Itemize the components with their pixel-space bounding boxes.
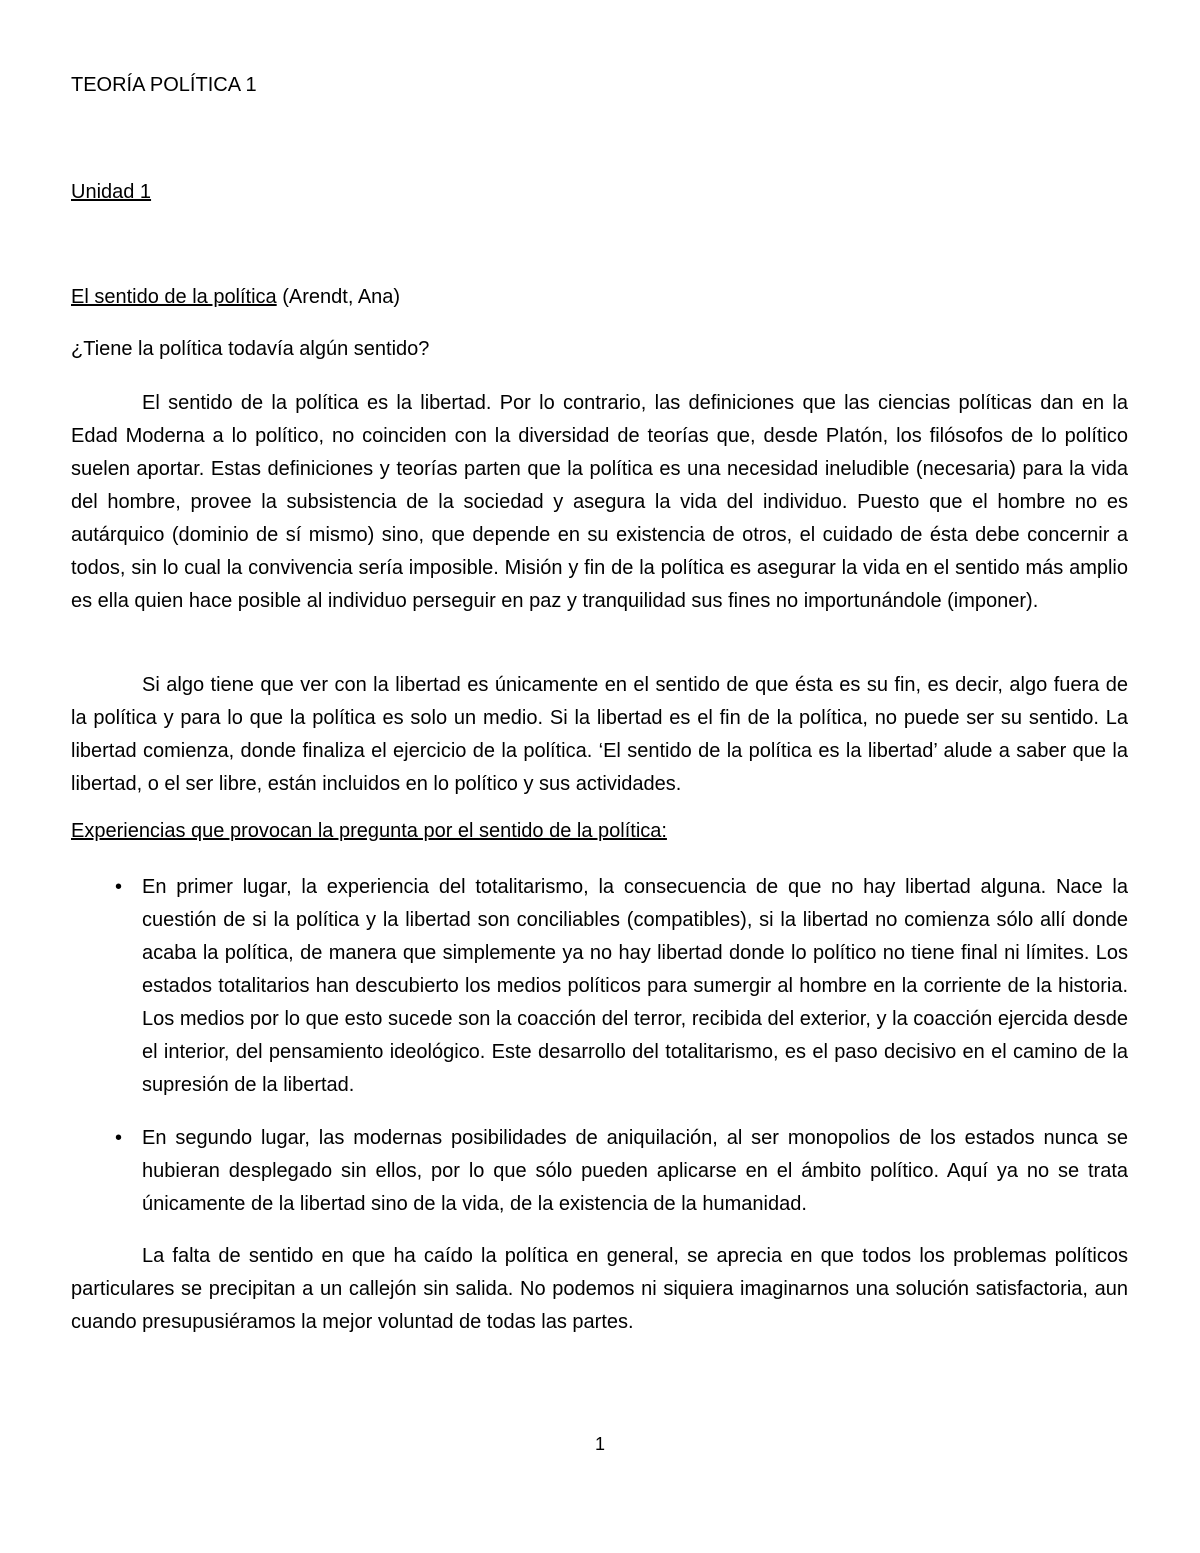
bullet-text: En primer lugar, la experiencia del totalitarismo, la consecuencia de que no hay libertad alguna. Nace la cuestión de si la política y la libertad son conciliables (compatibles), si la libertad no comienza sólo allí donde acaba la política, de manera que simplemente ya no hay libertad donde lo político no tiene final ni límites. Los estados totalitarios han descubierto los medios políticos para sumergir al hombre en la corriente de la historia. Los medios por lo que esto sucede son la coacción del terror, recibida del exterior, y la coacción ejercida desde el interior, del pensamiento ideológico. Este desarrollo del totalitarismo, es el paso decisivo en el camino de la supresión de la libertad. (142, 876, 1128, 1096)
bullet-item (71, 871, 1128, 1102)
bullet-icon: • (115, 1127, 123, 1149)
unit-title: Unidad 1 (71, 181, 152, 203)
section-title: El sentido de la política (71, 286, 277, 308)
bullet-item (71, 1122, 1128, 1221)
paragraph: El sentido de la política es la libertad. Por lo contrario, las definiciones que las ciencias políticas dan en la Edad Moderna a lo político, no coinciden con la diversidad de teorías que, desde Platón, los filósofos de lo político suelen aportar. Estas definiciones y teorías parten que la política es una necesidad ineludible (necesaria) para la vida del hombre, provee la subsistencia de la sociedad y asegura la vida del individuo. Puesto que el hombre no es autárquico (dominio de sí mismo) sino, que depende en su existencia de otros, el cuidado de ésta debe concernir a todos, sin lo cual la convivencia sería imposible. Misión y fin de la política es asegurar la vida en el sentido más amplio es ella quien hace posible al individuo perseguir en paz y tranquilidad sus fines no importunándole (imponer). (71, 392, 1128, 612)
section-heading (71, 286, 400, 309)
document-title: TEORÍA POLÍTICA 1 (71, 74, 257, 96)
bullet-list (71, 871, 1128, 1241)
paragraph: Si algo tiene que ver con la libertad es únicamente en el sentido de que ésta es su fin, es decir, algo fuera de la política y para lo que la política es solo un medio. Si la libertad es el fin de la política, no puede ser su sentido. La libertad comienza, donde finaliza el ejercicio de la política. ‘El sentido de la política es la libertad’ alude a saber que la libertad, o el ser libre, están incluidos en lo político y sus actividades. (71, 674, 1128, 795)
bullet-icon: • (115, 876, 123, 898)
subheading: Experiencias que provocan la pregunta por el sentido de la política: (71, 820, 667, 842)
section-author: (Arendt, Ana) (282, 286, 401, 308)
section-question: ¿Tiene la política todavía algún sentido? (71, 338, 430, 360)
page-number: 1 (594, 1434, 605, 1454)
paragraph: La falta de sentido en que ha caído la política en general, se aprecia en que todos los problemas políticos particulares se precipitan a un callejón sin salida. No podemos ni siquiera imaginarnos una solución satisfactoria, aun cuando presupusiéramos la mejor voluntad de todas las partes. (71, 1245, 1128, 1333)
bullet-text: En segundo lugar, las modernas posibilidades de aniquilación, al ser monopolios de los estados nunca se hubieran desplegado sin ellos, por lo que sólo pueden aplicarse en el ámbito político. Aquí ya no se trata únicamente de la libertad sino de la vida, de la existencia de la humanidad. (142, 1127, 1128, 1215)
